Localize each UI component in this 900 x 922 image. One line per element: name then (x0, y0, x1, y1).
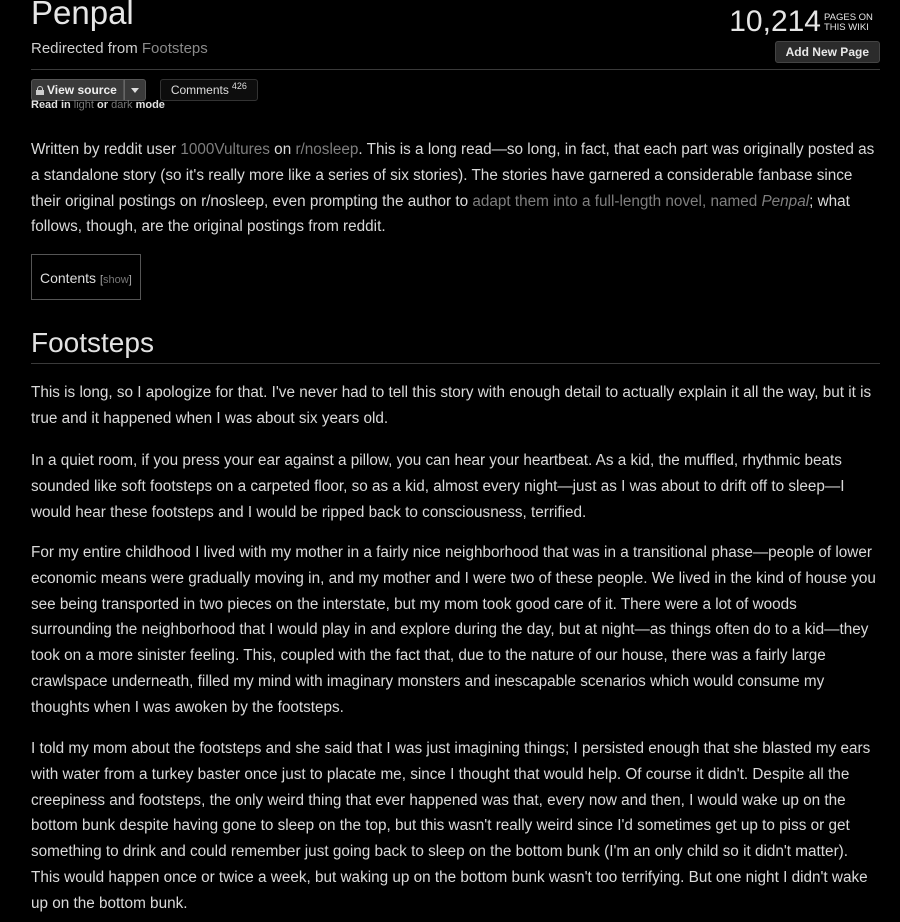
header-divider (31, 69, 880, 70)
view-source-label: View source (47, 83, 117, 97)
view-source-button[interactable] (31, 79, 124, 101)
section-heading: Footsteps (31, 327, 154, 358)
light-mode-link[interactable]: light (73, 99, 94, 111)
read-mode-prefix: Read in (31, 99, 71, 111)
story-text: I told my mom about the footsteps and she said that I was just imagining things; I persisted enough that she blasted my ears with water from a turkey baster once just to placate me, since I thought that would help. Of course it didn't. Despite all the creepiness and footsteps, the only weird thing that ever happened was that, every now and then, I would wake up on the bottom bunk despite having gone to sleep on the top, but this wasn't really weird since I'd sometimes get up to piss or get something to drink and could remember just going back to sleep on the bottom bunk (I'm an only child so it didn't matter). This would happen once or twice a week, but waking up on the bottom bunk wasn't too terrifying. But one night I didn't wake up on the bottom bunk. (31, 740, 871, 912)
story-text: This is long, so I apologize for that. I've never had to tell this story with enough detail to actually explain it all the way, but it is true and it happened when I was about six years old. (31, 384, 872, 427)
intro-text-2: on (269, 141, 296, 158)
actions-dropdown-button[interactable] (124, 79, 146, 101)
redirect-prefix: Redirected from (31, 40, 138, 57)
intro-block (31, 137, 880, 240)
story-text: For my entire childhood I lived with my mother in a fairly nice neighborhood that was in a transitional phase—people of lower economic means were gradually moving in, and my mother and I were two of these people. We lived in the kind of house you see being transported in two pieces on the interstate, but my mom took good care of it. There were a lot of woods surrounding the neighborhood that I would play in and explore during the day, but at night—as things often do to a kid—they took on a more sinister feeling. This, coupled with the fact that, due to the nature of our house, there was a fairly large crawlspace underneath, filled my mind with imaginary monsters and inescapable scenarios which would consume my thoughts when I was awoken by the footsteps. (31, 544, 876, 716)
page-count: 10,214 (729, 5, 821, 38)
novel-link[interactable] (472, 193, 809, 210)
story-paragraph-3 (31, 540, 880, 721)
subreddit-link[interactable]: r/nosleep (295, 141, 359, 158)
redirect-notice (31, 40, 208, 57)
intro-paragraph (31, 137, 880, 240)
intro-text-3: . This is a long read—so long, in fact, that each part was originally posted as a standalone story (so it's really more like a series of six stories). The stories have garnered a considerable fanbase since their original postings on r/nosleep, even prompting the author to (31, 141, 875, 210)
dark-mode-link[interactable]: dark (111, 99, 133, 111)
redirect-link[interactable]: Footsteps (141, 40, 208, 57)
toc-label: Contents (40, 270, 97, 286)
toc-bracket-close: ] (128, 274, 132, 286)
read-mode-selector (31, 99, 165, 111)
novel-link-title: Penpal (761, 192, 810, 210)
author-link[interactable]: 1000Vultures (180, 141, 270, 158)
chevron-down-icon (131, 88, 139, 93)
comments-button[interactable] (160, 79, 258, 101)
add-new-page-button[interactable]: Add New Page (775, 41, 880, 63)
story-paragraph-2 (31, 448, 880, 525)
page-actions (31, 79, 258, 101)
story-paragraph-4 (31, 736, 880, 917)
toc-bracket-open: [ (99, 274, 103, 286)
read-mode-or: or (97, 99, 109, 111)
table-of-contents (31, 254, 141, 300)
comments-count-badge: 426 (231, 81, 247, 91)
story-text: In a quiet room, if you press your ear against a pillow, you can hear your heartbeat. As a kid, the muffled, rhythmic beats sounded like soft footsteps on a carpeted floor, so as a kid, almost every night—just as I was about to drift off to sleep—I would hear these footsteps and I would be ripped back to consciousness, terrified. (31, 452, 845, 521)
read-mode-suffix: mode (135, 99, 165, 111)
novel-link-text: adapt them into a full-length novel, named (472, 192, 762, 210)
wiki-counter (729, 6, 880, 63)
intro-text-1: Written by reddit user (31, 141, 181, 158)
intro-text-4: ; what follows, though, are the original postings from reddit. (31, 192, 850, 236)
page-title: Penpal (31, 0, 134, 31)
page-count-label: PAGES ON THIS WIKI (824, 12, 873, 33)
story-paragraph-1 (31, 380, 880, 432)
section-divider (31, 363, 880, 364)
toc-show-link[interactable]: show (103, 274, 129, 286)
comments-label: Comments (170, 83, 229, 97)
lock-icon (36, 86, 44, 95)
